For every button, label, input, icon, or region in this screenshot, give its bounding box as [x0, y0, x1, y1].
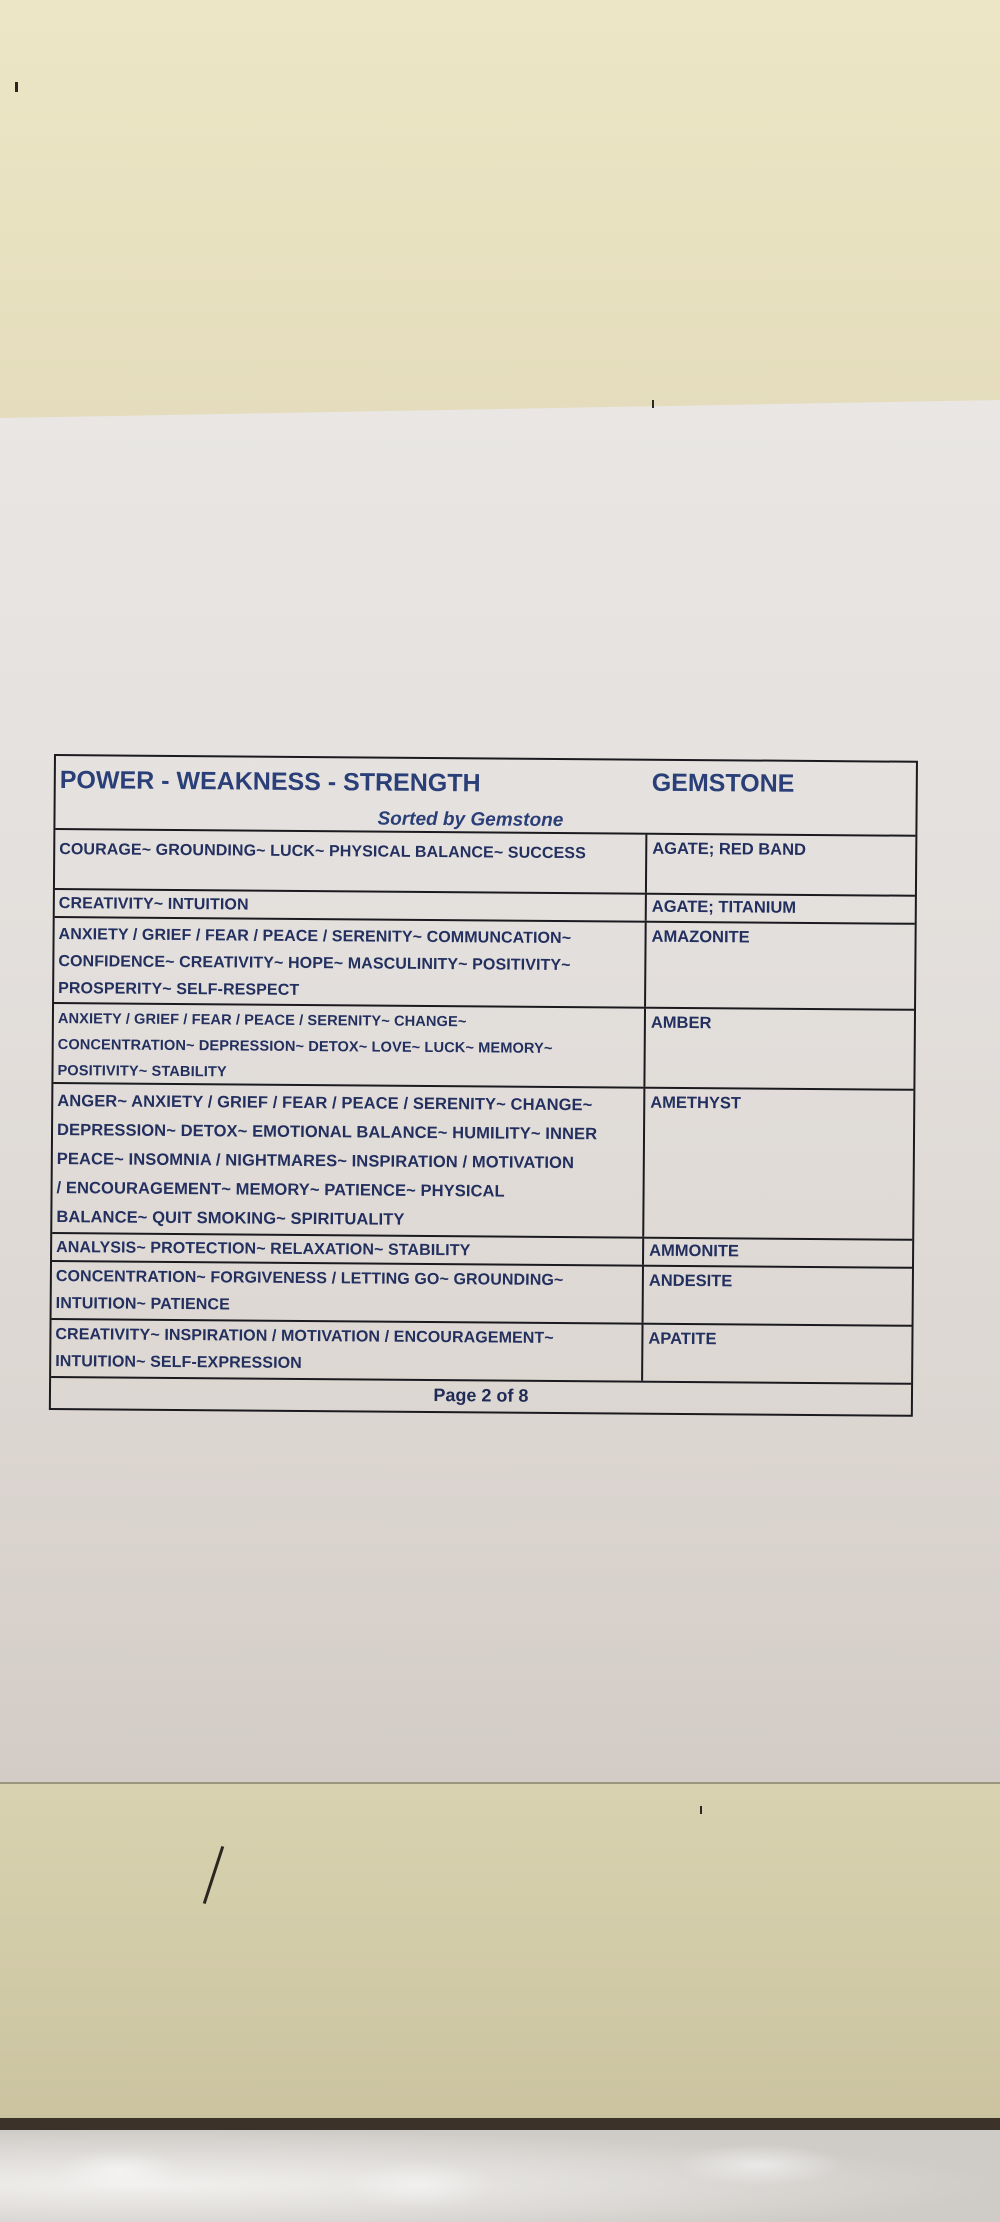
properties-line: CREATIVITY~ INSPIRATION / MOTIVATION / ENCOURAGEMENT~: [55, 1326, 554, 1347]
properties-line: ANXIETY / GRIEF / FEAR / PEACE / SERENITY~ CHANGE~: [57, 1011, 467, 1031]
table-row: [55, 830, 915, 897]
gemstone-cell: AMETHYST: [650, 1093, 742, 1113]
properties-line: CREATIVITY~ INTUITION: [58, 895, 249, 914]
properties-cell: [53, 1004, 646, 1087]
properties-cell: [52, 1262, 644, 1323]
quilt-background: [0, 2130, 1000, 2222]
properties-line: ANXIETY / GRIEF / FEAR / PEACE / SERENITY~ COMMUNCATION~: [58, 926, 572, 948]
wall-background: [0, 0, 1000, 418]
table-title: POWER - WEAKNESS - STRENGTH: [59, 766, 481, 798]
board-background: [0, 1784, 1000, 2124]
properties-line: PEACE~ INSOMNIA / NIGHTMARES~ INSPIRATION / MOTIVATION: [56, 1150, 575, 1173]
page-footer: [51, 1378, 911, 1415]
gemstone-cell: AMMONITE: [649, 1241, 740, 1261]
properties-cell: [52, 1234, 644, 1265]
gemstone-cell: ANDESITE: [648, 1271, 733, 1291]
properties-cell: [55, 830, 647, 893]
properties-line: DEPRESSION~ DETOX~ EMOTIONAL BALANCE~ HUMILITY~ INNER: [56, 1121, 598, 1144]
table-subtitle: Sorted by Gemstone: [377, 808, 564, 832]
properties-cell: [52, 1084, 645, 1237]
properties-line: CONCENTRATION~ FORGIVENESS / LETTING GO~ GROUNDING~: [55, 1268, 564, 1290]
properties-line: ANGER~ ANXIETY / GRIEF / FEAR / PEACE / SERENITY~ CHANGE~: [57, 1092, 593, 1115]
gemstone-cell: AMBER: [650, 1013, 712, 1033]
page-number: Page 2 of 8: [433, 1385, 529, 1406]
properties-cell: [55, 890, 647, 921]
gemstone-table: [49, 754, 918, 1417]
column-header-gemstone: GEMSTONE: [651, 768, 795, 798]
table-row: [52, 1262, 912, 1327]
properties-line: CONCENTRATION~ DEPRESSION~ DETOX~ LOVE~ LUCK~ MEMORY~: [57, 1037, 553, 1057]
table-row: [53, 1004, 914, 1091]
gemstone-cell: AGATE; TITANIUM: [651, 897, 797, 917]
gemstone-cell: AGATE; RED BAND: [652, 839, 807, 859]
properties-line: ANALYSIS~ PROTECTION~ RELAXATION~ STABILITY: [56, 1239, 471, 1260]
properties-line: BALANCE~ QUIT SMOKING~ SPIRITUALITY: [56, 1208, 405, 1229]
wall-mark: [15, 82, 18, 92]
gemstone-table-document: [49, 754, 934, 1413]
properties-line: PROSPERITY~ SELF-RESPECT: [58, 980, 300, 999]
properties-line: INTUITION~ SELF-EXPRESSION: [55, 1353, 302, 1372]
table-row: [51, 1320, 911, 1385]
properties-line: POSITIVITY~ STABILITY: [57, 1063, 227, 1081]
table-row: [54, 918, 915, 1011]
properties-line: COURAGE~ GROUNDING~ LUCK~ PHYSICAL BALANCE~ SUCCESS: [59, 841, 586, 863]
properties-cell: [54, 918, 647, 1007]
gemstone-cell: APATITE: [648, 1329, 717, 1349]
table-header: [55, 756, 916, 837]
properties-line: CONFIDENCE~ CREATIVITY~ HOPE~ MASCULINITY~ POSITIVITY~: [58, 953, 571, 975]
properties-line: / ENCOURAGEMENT~ MEMORY~ PATIENCE~ PHYSICAL: [56, 1179, 505, 1201]
board-mark: [700, 1806, 702, 1814]
properties-line: INTUITION~ PATIENCE: [55, 1295, 230, 1314]
gemstone-cell: AMAZONITE: [651, 927, 750, 947]
table-row: [52, 1084, 913, 1241]
paper-mark: [652, 400, 654, 408]
properties-cell: [51, 1320, 643, 1381]
